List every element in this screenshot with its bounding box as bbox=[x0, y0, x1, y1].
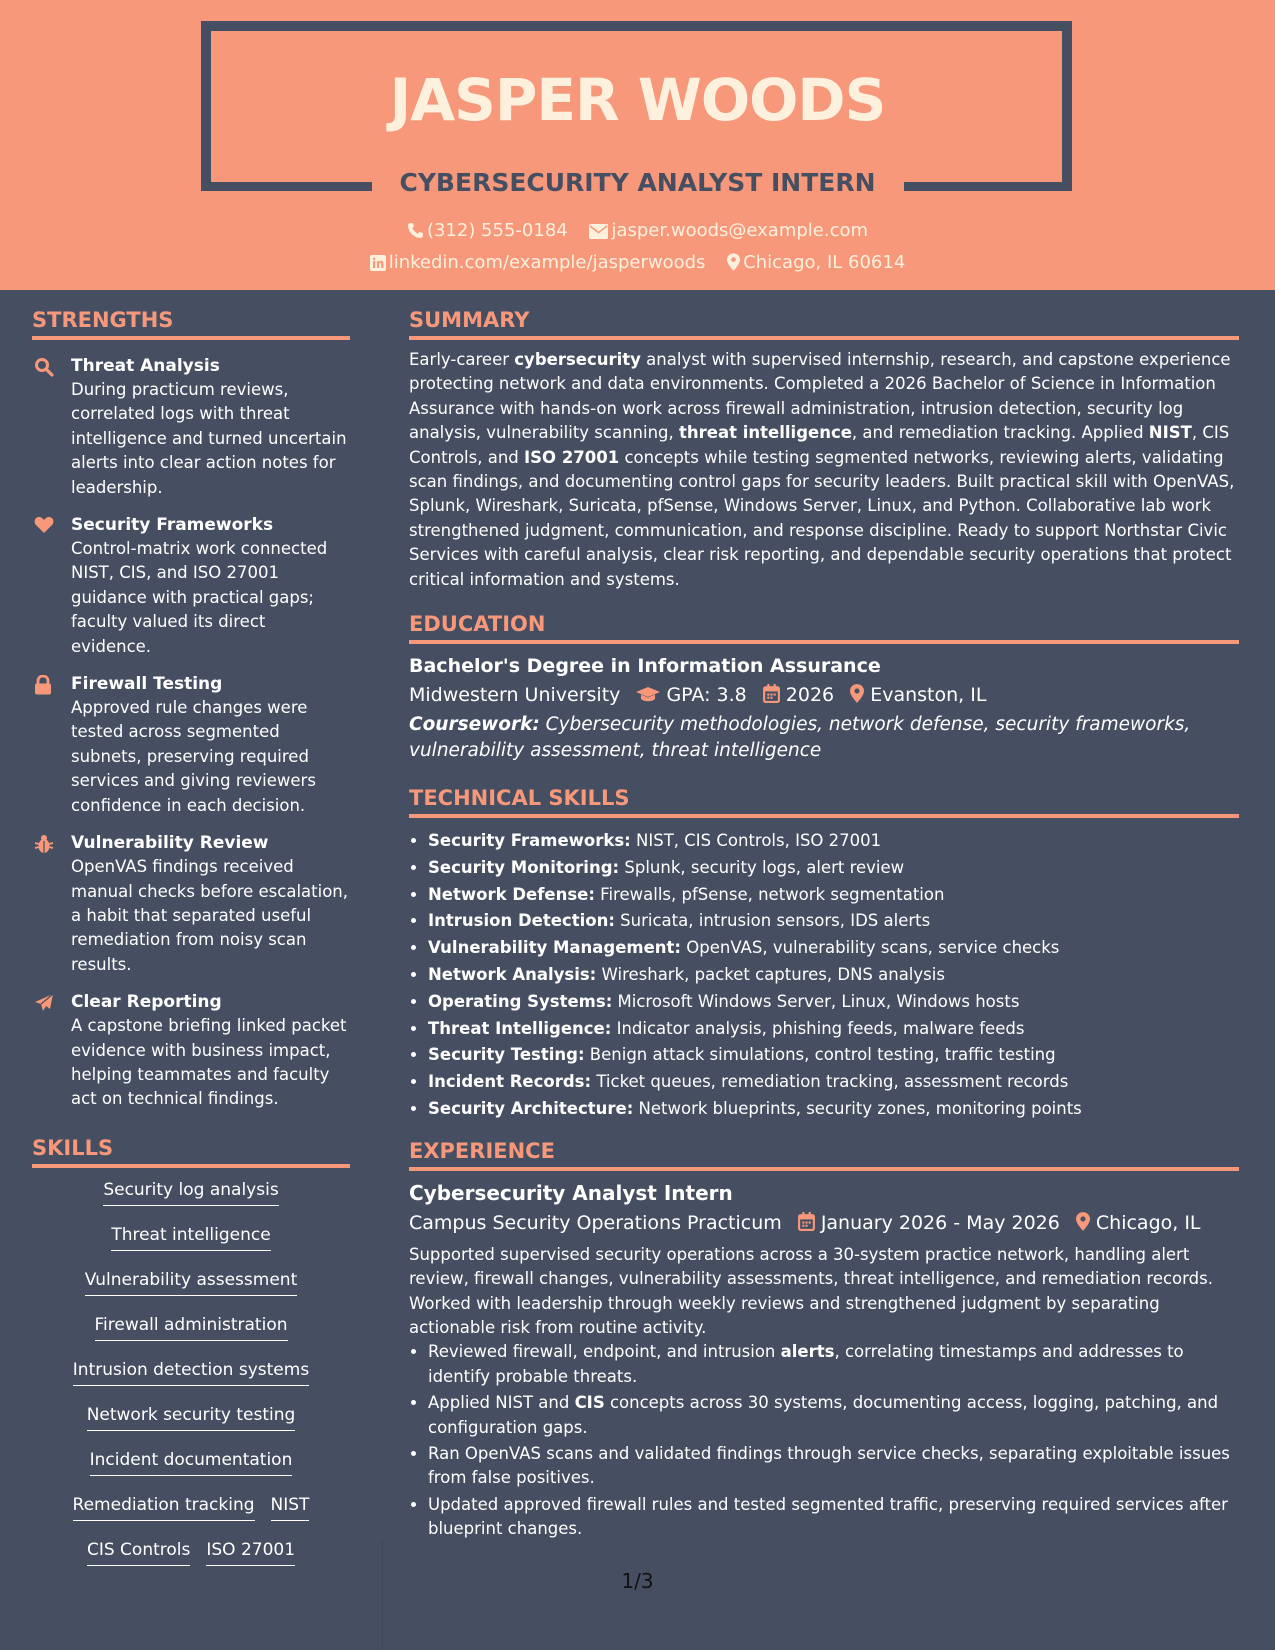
technical-skill-item bbox=[428, 1096, 1239, 1123]
skills-row bbox=[32, 1268, 350, 1313]
map-pin-icon bbox=[1076, 1212, 1090, 1231]
experience-heading: EXPERIENCE bbox=[409, 1137, 1239, 1171]
technical-skill-item bbox=[428, 1069, 1239, 1096]
technical-skill-item bbox=[428, 962, 1239, 989]
technical-skill-label: Security Architecture: bbox=[428, 1099, 634, 1119]
lock-icon bbox=[34, 675, 52, 699]
technical-skill-item bbox=[428, 828, 1239, 855]
skills-row bbox=[32, 1403, 350, 1448]
contact-row-1 bbox=[0, 219, 1275, 243]
technical-skill-value: OpenVAS, vulnerability scans, service checks bbox=[681, 938, 1060, 958]
experience-bullets bbox=[409, 1340, 1239, 1541]
skill-tag: Incident documentation bbox=[90, 1448, 293, 1476]
location-contact bbox=[727, 252, 905, 273]
skill-tag: Network security testing bbox=[87, 1403, 296, 1431]
strength-description: During practicum reviews, correlated logs with threat intelligence and turned uncertain alerts into clear action notes for leadership. bbox=[71, 380, 347, 497]
text-run: analyst with supervised internship, research, and capstone experience protecting network and data environments. Completed a 2026 Bachelor of Science in Information Assurance with hands-on work across firewall administration, intrusion detection, security log analysis, vulnerability scanning, bbox=[409, 350, 1231, 443]
map-pin-icon bbox=[850, 684, 864, 703]
coursework bbox=[409, 712, 1239, 764]
skills-row bbox=[32, 1313, 350, 1358]
bug-icon bbox=[34, 834, 54, 858]
technical-skill-item bbox=[428, 1042, 1239, 1069]
phone-icon bbox=[407, 222, 424, 239]
job-title: CYBERSECURITY ANALYST INTERN bbox=[399, 168, 876, 197]
experience-org: Campus Security Operations Practicum bbox=[409, 1211, 782, 1234]
skills-row bbox=[32, 1223, 350, 1268]
technical-skills-list bbox=[409, 828, 1239, 1123]
text-run: Ran OpenVAS scans and validated findings through service checks, separating exploitable issues from false positives. bbox=[428, 1444, 1230, 1488]
text-run: Reviewed firewall, endpoint, and intrusion bbox=[428, 1342, 781, 1362]
technical-skill-label: Operating Systems: bbox=[428, 991, 613, 1011]
email-text: jasper.woods@example.com bbox=[611, 220, 869, 241]
bold-keyword: CIS bbox=[574, 1393, 605, 1413]
skill-tag: Security log analysis bbox=[103, 1178, 278, 1206]
technical-skill-label: Incident Records: bbox=[428, 1072, 592, 1092]
contact-row-2 bbox=[0, 251, 1275, 275]
strength-title: Vulnerability Review bbox=[71, 833, 269, 854]
technical-skill-label: Network Analysis: bbox=[428, 965, 597, 985]
skill-tag: Intrusion detection systems bbox=[73, 1358, 309, 1386]
map-pin-icon bbox=[727, 253, 740, 271]
text-run: concepts across 30 systems, documenting access, logging, patching, and configuration gaps. bbox=[428, 1393, 1219, 1437]
linkedin-icon bbox=[370, 255, 386, 271]
technical-skill-label: Security Testing: bbox=[428, 1045, 585, 1065]
experience-dates: January 2026 - May 2026 bbox=[820, 1211, 1060, 1234]
skills-heading: SKILLS bbox=[32, 1134, 350, 1168]
strength-item bbox=[32, 990, 350, 1112]
skill-tag: Threat intelligence bbox=[111, 1223, 270, 1251]
linkedin-contact[interactable] bbox=[370, 252, 711, 273]
technical-skill-value: Benign attack simulations, control testing, traffic testing bbox=[584, 1045, 1056, 1065]
education-heading: EDUCATION bbox=[409, 610, 1239, 644]
strength-item bbox=[32, 831, 350, 977]
degree-title: Bachelor's Degree in Information Assurance bbox=[409, 655, 881, 678]
envelope-icon bbox=[589, 224, 608, 239]
bold-keyword: threat intelligence bbox=[679, 423, 852, 443]
calendar-icon bbox=[798, 1212, 815, 1231]
education-location: Evanston, IL bbox=[870, 684, 987, 707]
graduation-year: 2026 bbox=[785, 684, 835, 707]
bold-keyword: NIST bbox=[1148, 423, 1192, 443]
technical-skill-item bbox=[428, 1016, 1239, 1043]
text-run: Early-career bbox=[409, 350, 515, 369]
strength-title: Threat Analysis bbox=[71, 356, 220, 376]
column-divider bbox=[382, 1540, 383, 1650]
technical-skill-item bbox=[428, 882, 1239, 909]
gpa-text: GPA: 3.8 bbox=[666, 684, 747, 707]
technical-skill-value: NIST, CIS Controls, ISO 27001 bbox=[630, 831, 882, 851]
technical-skill-value: Splunk, security logs, alert review bbox=[619, 857, 905, 877]
technical-skill-value: Microsoft Windows Server, Linux, Windows hosts bbox=[612, 991, 1020, 1011]
skills-row bbox=[32, 1178, 350, 1223]
text-run: Updated approved firewall rules and tested segmented traffic, preserving required services after blueprint changes. bbox=[428, 1494, 1228, 1539]
phone-contact[interactable] bbox=[407, 220, 574, 241]
skills-row bbox=[32, 1448, 350, 1493]
experience-bullet bbox=[428, 1391, 1239, 1440]
technical-skill-value: Wireshark, packet captures, DNS analysis bbox=[596, 965, 945, 985]
bold-keyword: alerts bbox=[780, 1342, 835, 1362]
text-run: concepts while testing segmented networks, reviewing alerts, validating scan findings, and documenting control gaps for security leaders. Built practical skill with OpenVAS, Splunk, Wireshark, Suricata, pfSense, Windows Server, Linux, and Python. Collaborative lab work strengthened judgment, communication, and response discipline. Ready to support Northstar Civic Services with careful analysis, clear risk reporting, and dependable security operations that protect critical information and systems. bbox=[409, 447, 1235, 589]
strength-item bbox=[32, 672, 350, 818]
experience-description: Supported supervised security operations across a 30-system practice network, handling alert review, firewall changes, vulnerability assessments, threat intelligence, and remediation records. Worked with leadership through weekly reviews and strengthened judgment by separating actionable risk from routine activity. bbox=[409, 1244, 1213, 1338]
school-name: Midwestern University bbox=[409, 684, 621, 707]
experience-role: Cybersecurity Analyst Intern bbox=[409, 1180, 733, 1205]
graduation-cap-icon bbox=[636, 687, 660, 703]
skill-tag: Firewall administration bbox=[95, 1313, 288, 1341]
search-icon bbox=[34, 357, 54, 381]
coursework-text: Cybersecurity methodologies, network defense, security frameworks, vulnerability assessment, threat intelligence bbox=[409, 714, 1191, 762]
strength-title: Firewall Testing bbox=[71, 674, 223, 695]
skill-tag: ISO 27001 bbox=[206, 1538, 295, 1566]
skill-tag: CIS Controls bbox=[87, 1538, 190, 1566]
text-run: , and remediation tracking. Applied bbox=[851, 423, 1149, 443]
bold-keyword: ISO 27001 bbox=[524, 447, 620, 467]
technical-skill-item bbox=[428, 989, 1239, 1016]
calendar-icon bbox=[763, 684, 780, 703]
technical-skill-label: Threat Intelligence: bbox=[428, 1018, 612, 1038]
right-column bbox=[409, 306, 1239, 1544]
strength-item bbox=[32, 354, 350, 500]
paper-plane-icon bbox=[34, 993, 54, 1017]
strength-item bbox=[32, 513, 350, 659]
bold-keyword: cybersecurity bbox=[514, 350, 641, 369]
page-number: 1/3 bbox=[621, 1569, 654, 1593]
technical-skill-value: Suricata, intrusion sensors, IDS alerts bbox=[614, 911, 931, 931]
experience-meta bbox=[409, 1209, 1239, 1237]
email-contact[interactable] bbox=[589, 220, 868, 241]
technical-skill-label: Intrusion Detection: bbox=[428, 911, 615, 931]
technical-skill-value: Firewalls, pfSense, network segmentation bbox=[594, 884, 945, 904]
text-run: Applied NIST and bbox=[428, 1393, 575, 1413]
technical-skill-value: Ticket queues, remediation tracking, assessment records bbox=[591, 1072, 1069, 1092]
strengths-heading: STRENGTHS bbox=[32, 306, 350, 340]
skill-tag: NIST bbox=[271, 1493, 310, 1521]
technical-skill-value: Indicator analysis, phishing feeds, malware feeds bbox=[611, 1018, 1025, 1038]
location-text: Chicago, IL 60614 bbox=[743, 252, 906, 273]
experience-bullet bbox=[428, 1493, 1239, 1542]
strength-title: Clear Reporting bbox=[71, 992, 222, 1013]
strength-description: A capstone briefing linked packet evidence with business impact, helping teammates and faculty act on technical findings. bbox=[71, 1016, 347, 1109]
technical-skills-heading: TECHNICAL SKILLS bbox=[409, 784, 1239, 818]
technical-skill-label: Security Frameworks: bbox=[428, 831, 631, 851]
summary-heading: SUMMARY bbox=[409, 306, 1239, 340]
skill-tag: Vulnerability assessment bbox=[85, 1268, 297, 1296]
experience-bullet bbox=[428, 1442, 1239, 1491]
technical-skill-label: Security Monitoring: bbox=[428, 857, 620, 877]
technical-skill-item bbox=[428, 855, 1239, 882]
technical-skill-value: Network blueprints, security zones, monitoring points bbox=[633, 1099, 1082, 1119]
resume-header bbox=[0, 0, 1275, 290]
strength-title: Security Frameworks bbox=[71, 515, 274, 536]
phone-text: (312) 555-0184 bbox=[426, 220, 568, 241]
skills-row bbox=[32, 1358, 350, 1403]
technical-skill-item bbox=[428, 935, 1239, 962]
skills-row bbox=[32, 1493, 350, 1538]
coursework-label: Coursework: bbox=[409, 714, 540, 736]
strength-description: Approved rule changes were tested across segmented subnets, preserving required services and giving reviewers confidence in each decision. bbox=[71, 698, 316, 815]
experience-bullet bbox=[428, 1340, 1239, 1389]
experience-location: Chicago, IL bbox=[1095, 1211, 1201, 1234]
technical-skill-item bbox=[428, 908, 1239, 935]
linkedin-text: linkedin.com/example/jasperwoods bbox=[388, 252, 706, 273]
skill-tag: Remediation tracking bbox=[73, 1493, 255, 1521]
text-run: , correlating timestamps and addresses to identify probable threats. bbox=[428, 1342, 1184, 1386]
technical-skill-label: Network Defense: bbox=[428, 884, 595, 904]
text-run: , CIS Controls, and bbox=[409, 423, 1230, 467]
skills-list bbox=[32, 1178, 350, 1583]
strength-description: OpenVAS findings received manual checks before escalation, a habit that separated useful remediation from noisy scan results. bbox=[71, 857, 349, 974]
technical-skill-label: Vulnerability Management: bbox=[428, 938, 682, 958]
left-column bbox=[32, 306, 350, 1583]
heart-icon bbox=[34, 516, 54, 538]
candidate-name: JASPER WOODS bbox=[389, 66, 886, 134]
summary-text bbox=[409, 348, 1239, 592]
education-meta bbox=[409, 681, 1239, 709]
strength-description: Control-matrix work connected NIST, CIS, and ISO 27001 guidance with practical gaps; faculty valued its direct evidence. bbox=[71, 539, 328, 656]
